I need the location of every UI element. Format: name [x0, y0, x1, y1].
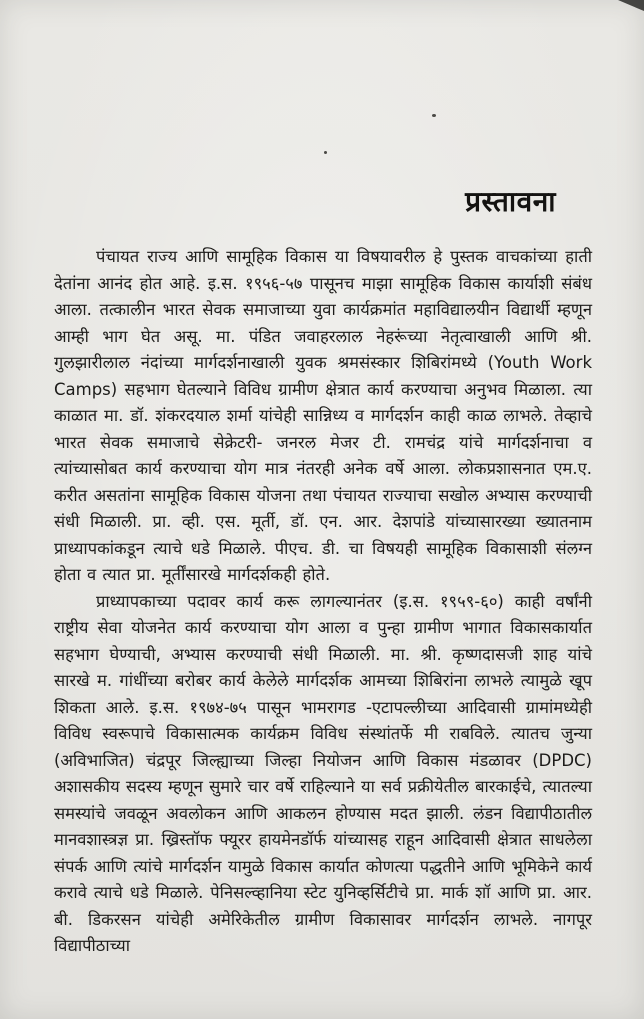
scan-speck-artifact: [324, 151, 327, 154]
scan-corner-artifact: [618, 0, 644, 11]
scan-speck-artifact: [432, 114, 436, 117]
paragraph-1: पंचायत राज्य आणि सामूहिक विकास या विषयावरील हे पुस्तक वाचकांच्या हाती देतांना आनंद होत आहे. इ.स. १९५६-५७ पासूनच माझा सामूहिक विकास कार्याशी संबंध आला. तत्कालीन भारत सेवक समाजाच्या युवा कार्यक्रमांत महाविद्यालयीन विद्यार्थी म्हणून आम्ही भाग घेत असू. मा. पंडित जवाहरलाल नेहरूंच्या नेतृत्वाखाली आणि श्री. गुलझारीलाल नंदांच्या मार्गदर्शनाखाली युवक श्रमसंस्कार शिबिरांमध्ये (Youth Work Camps) सहभाग घेतल्याने विविध ग्रामीण क्षेत्रात कार्य करण्याचा अनुभव मिळाला. त्या काळात मा. डॉ. शंकरदयाल शर्मा यांचेही सान्निध्य व मार्गदर्शन काही काळ लाभले. तेव्हाचे भारत सेवक समाजाचे सेक्रेटरी- जनरल मेजर टी. रामचंद्र यांचे मार्गदर्शनाचा व त्यांच्यासोबत कार्य करण्याचा योग मात्र नंतरही अनेक वर्षे आला. लोकप्रशासनात एम.ए. करीत असतांना सामूहिक विकास योजना तथा पंचायत राज्याचा सखोल अभ्यास करण्याची संधी मिळाली. प्रा. व्ही. एस. मूर्ती, डॉ. एन. आर. देशपांडे यांच्यासारख्या ख्यातनाम प्राध्यापकांकडून त्याचे धडे मिळाले. पीएच. डी. चा विषयही सामूहिक विकासाशी संलग्न होता व त्यात प्रा. मूर्तींसारखे मार्गदर्शकही होते.: [54, 247, 592, 584]
paragraph-2: प्राध्यापकाच्या पदावर कार्य करू लागल्यानंतर (इ.स. १९५९-६०) काही वर्षांनी राष्ट्रीय सेवा योजनेत कार्य करण्याचा योग आला व पुन्हा ग्रामीण भागात विकासकार्यात सहभाग घेण्याची, अभ्यास करण्याची संधी मिळाली. मा. श्री. कृष्णदासजी शाह यांचे सारखे म. गांधींच्या बरोबर कार्य केलेले मार्गदर्शक आमच्या शिबिरांना लाभले त्यामुळे खूप शिकता आले. इ.स. १९७४-७५ पासून भामरागड -एटापल्लीच्या आदिवासी ग्रामांमध्येही विविध स्वरूपाचे विकासात्मक कार्यक्रम विविध संस्थांतर्फे मी राबविले. त्यातच जुन्या (अविभाजित) चंद्रपूर जिल्ह्याच्या जिल्हा नियोजन आणि विकास मंडळावर (DPDC) अशासकीय सदस्य म्हणून सुमारे चार वर्षे राहिल्याने या सर्व प्रक्रीयेतील बारकाईचे, त्यातल्या समस्यांचे जवळून अवलोकन आणि आकलन होण्यास मदत झाली. लंडन विद्यापीठातील मानवशास्त्रज्ञ प्रा. ख्रिस्तॉफ फ्यूरर हायमेनडॉर्फ यांच्यासह राहून आदिवासी क्षेत्रात साधलेला संपर्क आणि त्यांचे मार्गदर्शन यामुळे विकास कार्यात कोणत्या पद्धतीने आणि भूमिकेने कार्य करावे त्याचे धडे मिळाले. पेनिसल्व्हानिया स्टेट युनिव्हर्सिटीचे प्रा. मार्क शॉ आणि प्रा. आर. बी. डिकरसन यांचेही अमेरिकेतील ग्रामीण विकासावर मार्गदर्शन लाभले. नागपूर विद्यापीठाच्या: [54, 591, 592, 955]
page-title: प्रस्तावना: [465, 185, 556, 218]
page-body: [0, 244, 644, 960]
